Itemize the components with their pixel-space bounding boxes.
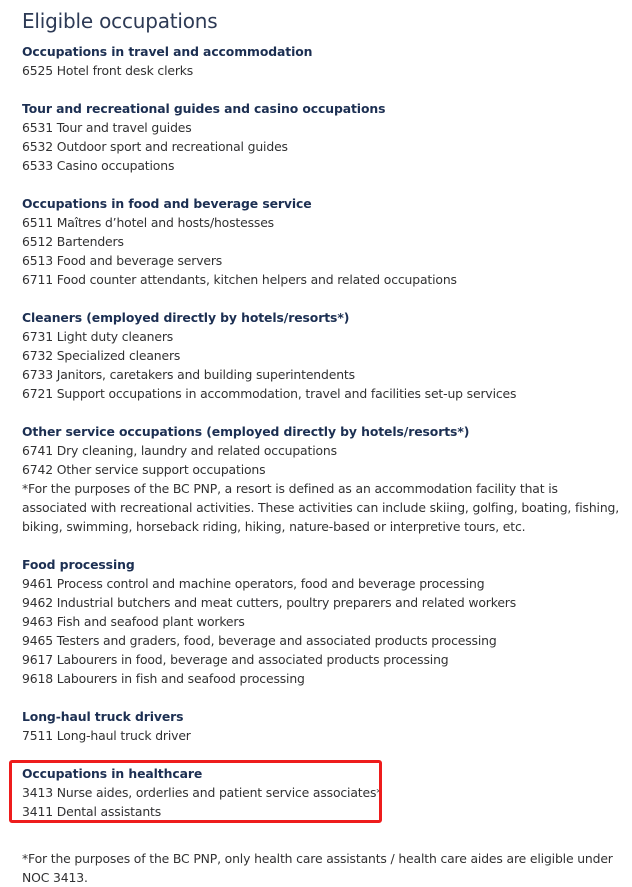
occupation-item: 3411 Dental assistants	[22, 804, 162, 819]
occupation-item: 6711 Food counter attendants, kitchen helpers and related occupations	[22, 272, 457, 287]
occupation-group-cleaners	[22, 308, 632, 403]
occupation-item: 6513 Food and beverage servers	[22, 253, 223, 268]
occupation-item: 6742 Other service support occupations	[22, 462, 266, 477]
occupation-group-food-beverage-service	[22, 194, 632, 289]
group-heading: Tour and recreational guides and casino occupations	[22, 101, 386, 116]
occupation-item: 9462 Industrial butchers and meat cutters, poultry preparers and related workers	[22, 595, 517, 610]
occupation-item: 6732 Specialized cleaners	[22, 348, 181, 363]
group-heading: Occupations in food and beverage service	[22, 196, 312, 211]
occupation-item: 3413 Nurse aides, orderlies and patient service associates*	[22, 785, 383, 800]
occupation-item: 6531 Tour and travel guides	[22, 120, 192, 135]
resort-definition-note: *For the purposes of the BC PNP, a resort is defined as an accommodation facility that is associated with recreational activities. These activities can include skiing, golfing, boating, fishing, biking, swimming, horseback riding, hiking, nature-based or interpretive tours, etc.	[22, 481, 620, 534]
occupation-item: 9617 Labourers in food, beverage and associated products processing	[22, 652, 449, 667]
occupation-item: 9465 Testers and graders, food, beverage and associated products processing	[22, 633, 497, 648]
occupation-item: 6733 Janitors, caretakers and building superintendents	[22, 367, 355, 382]
group-heading: Occupations in travel and accommodation	[22, 44, 313, 59]
page-title: Eligible occupations	[22, 9, 218, 33]
occupation-item: 9618 Labourers in fish and seafood processing	[22, 671, 305, 686]
group-heading: Occupations in healthcare	[22, 766, 203, 781]
occupation-group-food-processing	[22, 555, 632, 688]
occupation-item: 6525 Hotel front desk clerks	[22, 63, 194, 78]
occupation-item: 6731 Light duty cleaners	[22, 329, 174, 344]
occupation-group-long-haul-truck	[22, 707, 632, 745]
occupation-item: 6511 Maîtres d’hotel and hosts/hostesses	[22, 215, 274, 230]
occupation-group-other-service	[22, 422, 632, 536]
group-heading: Food processing	[22, 557, 135, 572]
group-heading: Other service occupations (employed directly by hotels/resorts*)	[22, 424, 470, 439]
occupation-group-tour-guides-casino	[22, 99, 632, 175]
occupation-item: 9463 Fish and seafood plant workers	[22, 614, 245, 629]
occupation-item: 6532 Outdoor sport and recreational guides	[22, 139, 288, 154]
occupation-item: 6533 Casino occupations	[22, 158, 175, 173]
occupation-item: 6721 Support occupations in accommodation, travel and facilities set-up services	[22, 386, 517, 401]
occupation-item: 6512 Bartenders	[22, 234, 124, 249]
occupation-item: 7511 Long-haul truck driver	[22, 728, 191, 743]
occupation-item: 6741 Dry cleaning, laundry and related occupations	[22, 443, 337, 458]
group-heading: Cleaners (employed directly by hotels/resorts*)	[22, 310, 350, 325]
occupation-group-travel-accommodation	[22, 42, 632, 80]
occupation-item: 9461 Process control and machine operators, food and beverage processing	[22, 576, 485, 591]
group-heading: Long-haul truck drivers	[22, 709, 184, 724]
healthcare-footnote: *For the purposes of the BC PNP, only health care assistants / health care aides are eligible under NOC 3413.	[22, 851, 613, 885]
healthcare-highlight-box	[9, 760, 382, 823]
